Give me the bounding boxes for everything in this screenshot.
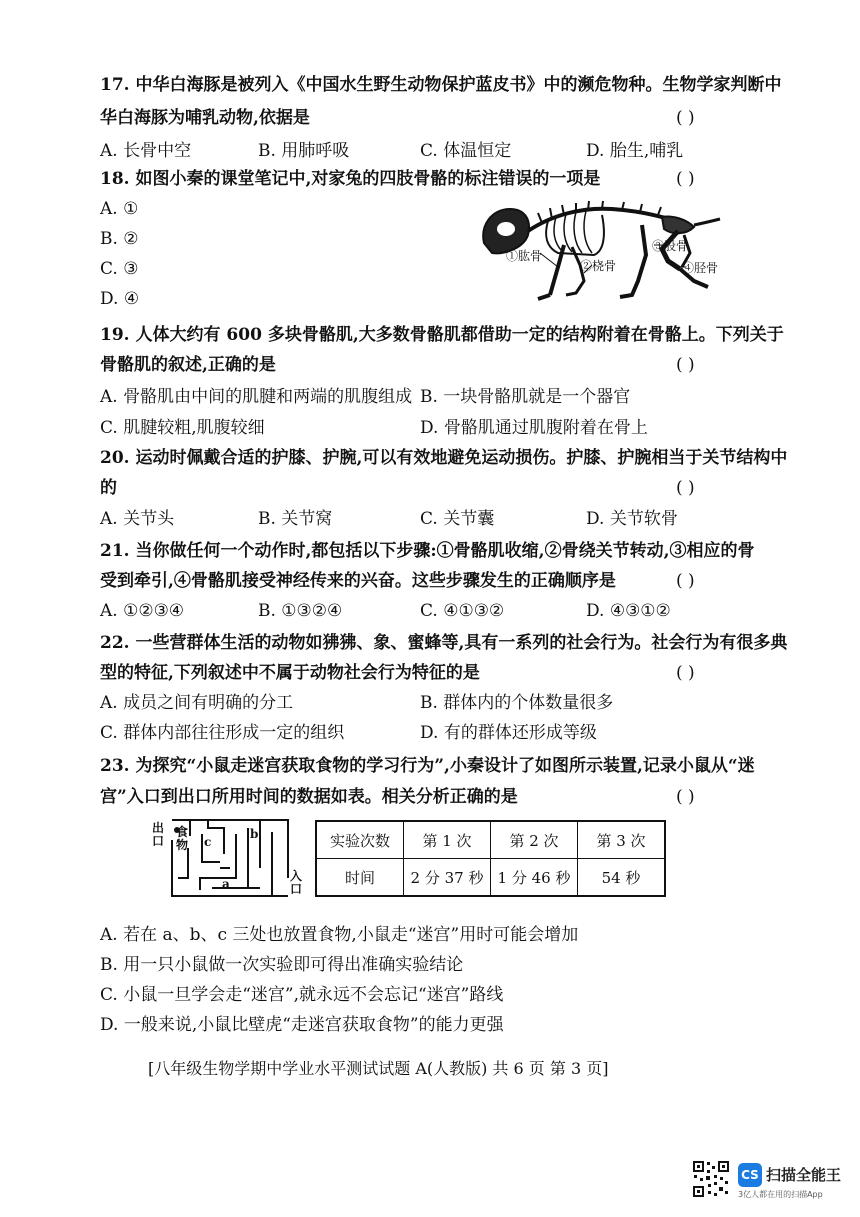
q20-stem-line2: 的 (100, 478, 117, 498)
q18-option-c: C. ③ (100, 259, 139, 279)
rabbit-skeleton-figure (472, 195, 724, 310)
q17-stem-line1: 17. 中华白海豚是被列入《中国水生野生动物保护蓝皮书》中的濒危物种。生物学家判断中 (100, 75, 782, 95)
q18-option-d: D. ④ (100, 289, 140, 309)
q22-option-d: D. 有的群体还形成等级 (420, 723, 597, 743)
qr-code-icon (692, 1160, 730, 1198)
q20-stem-line1: 20. 运动时佩戴合适的护膝、护腕,可以有效地避免运动损伤。护膝、护腕相当于关节结构中 (100, 448, 788, 468)
maze-entrance-label: 入口 (290, 869, 303, 896)
q22-option-a: A. 成员之间有明确的分工 (100, 693, 294, 713)
q23-option-c: C. 小鼠一旦学会走“迷宫”,就永远不会忘记“迷宫”路线 (100, 985, 504, 1005)
q20-answer-paren: ( ) (676, 478, 695, 498)
q22-stem-line2: 型的特征,下列叙述中不属于动物社会行为特征的是 (100, 663, 480, 683)
q20-option-d: D. 关节软骨 (586, 509, 678, 529)
camscanner-name: 扫描全能王 (766, 1166, 842, 1184)
maze-point-c: c (204, 835, 212, 849)
q22-option-b: B. 群体内的个体数量很多 (420, 693, 614, 713)
q17-stem-line2: 华白海豚为哺乳动物,依据是 (100, 108, 310, 128)
q18-answer-paren: ( ) (676, 169, 695, 189)
q21-answer-paren: ( ) (676, 571, 695, 591)
table-cell: 54 秒 (578, 859, 666, 897)
q21-stem-line1: 21. 当你做任何一个动作时,都包括以下步骤:①骨骼肌收缩,②骨绕关节转动,③相应的骨 (100, 541, 755, 561)
q17-option-b: B. 用肺呼吸 (258, 141, 350, 161)
q19-option-b: B. 一块骨骼肌就是一个器官 (420, 387, 631, 407)
table-row (316, 859, 665, 897)
skeleton-label-4: ④胫骨 (682, 261, 719, 275)
q21-option-d: D. ④③①② (586, 601, 671, 621)
q19-option-d: D. 骨骼肌通过肌腹附着在骨上 (420, 418, 648, 438)
q17-option-c: C. 体温恒定 (420, 141, 512, 161)
camscanner-logo-icon: CS (738, 1163, 762, 1187)
q18-option-a: A. ① (100, 199, 139, 219)
q23-answer-paren: ( ) (676, 787, 695, 807)
q22-stem-line1: 22. 一些营群体生活的动物如狒狒、象、蜜蜂等,具有一系列的社会行为。社会行为有很多典 (100, 633, 788, 653)
q19-stem-line1: 19. 人体大约有 600 多块骨骼肌,大多数骨骼肌都借助一定的结构附着在骨骼上。下列关于 (100, 325, 784, 345)
maze-point-b: b (250, 827, 259, 841)
q17-option-a: A. 长骨中空 (100, 141, 192, 161)
q23-stem-line1: 23. 为探究“小鼠走迷宫获取食物的学习行为”,小秦设计了如图所示装置,记录小鼠从“迷 (100, 756, 755, 776)
maze-time-table (315, 820, 666, 897)
skeleton-label-3: ③股骨 (652, 239, 689, 253)
q19-answer-paren: ( ) (676, 355, 695, 375)
q23-option-b: B. 用一只小鼠做一次实验即可得出准确实验结论 (100, 955, 464, 975)
q19-option-c: C. 肌腱较粗,肌腹较细 (100, 418, 265, 438)
maze-point-a: a (222, 877, 230, 891)
q17-answer-paren: ( ) (676, 108, 695, 128)
q20-option-c: C. 关节囊 (420, 509, 495, 529)
q21-option-a: A. ①②③④ (100, 601, 185, 621)
q21-option-c: C. ④①③② (420, 601, 505, 621)
q19-option-a: A. 骨骼肌由中间的肌腱和两端的肌腹组成 (100, 387, 413, 407)
q17-option-d: D. 胎生,哺乳 (586, 141, 684, 161)
q22-option-c: C. 群体内部往往形成一定的组织 (100, 723, 345, 743)
table-cell: 1 分 46 秒 (491, 859, 578, 897)
table-cell: 2 分 37 秒 (404, 859, 491, 897)
page-footer: [八年级生物学期中学业水平测试试题 A(人教版) 共 6 页 第 3 页] (148, 1059, 609, 1078)
table-header-cell: 第 3 次 (578, 821, 666, 859)
table-header-cell: 第 1 次 (404, 821, 491, 859)
table-header-row (316, 821, 665, 859)
camscanner-tagline: 3亿人都在用的扫描App (738, 1190, 823, 1199)
q18-option-b: B. ② (100, 229, 139, 249)
q22-answer-paren: ( ) (676, 663, 695, 683)
q20-option-b: B. 关节窝 (258, 509, 333, 529)
skeleton-label-2: ②桡骨 (580, 259, 617, 273)
maze-food-label: 食物 (176, 825, 189, 852)
table-header-cell: 第 2 次 (491, 821, 578, 859)
table-header-cell: 实验次数 (316, 821, 404, 859)
q20-option-a: A. 关节头 (100, 509, 175, 529)
skeleton-label-1: ①肱骨 (506, 249, 543, 263)
maze-diagram (150, 818, 302, 900)
q23-stem-line2: 宫”入口到出口所用时间的数据如表。相关分析正确的是 (100, 787, 518, 807)
table-cell: 时间 (316, 859, 404, 897)
q19-stem-line2: 骨骼肌的叙述,正确的是 (100, 355, 276, 375)
q23-option-d: D. 一般来说,小鼠比壁虎“走迷宫获取食物”的能力更强 (100, 1015, 504, 1035)
q18-stem-line1: 18. 如图小秦的课堂笔记中,对家兔的四肢骨骼的标注错误的一项是 (100, 169, 601, 189)
q21-stem-line2: 受到牵引,④骨骼肌接受神经传来的兴奋。这些步骤发生的正确顺序是 (100, 571, 616, 591)
maze-exit-label: 出口 (152, 821, 165, 848)
q21-option-b: B. ①③②④ (258, 601, 343, 621)
q23-option-a: A. 若在 a、b、c 三处也放置食物,小鼠走“迷宫”用时可能会增加 (100, 925, 579, 945)
